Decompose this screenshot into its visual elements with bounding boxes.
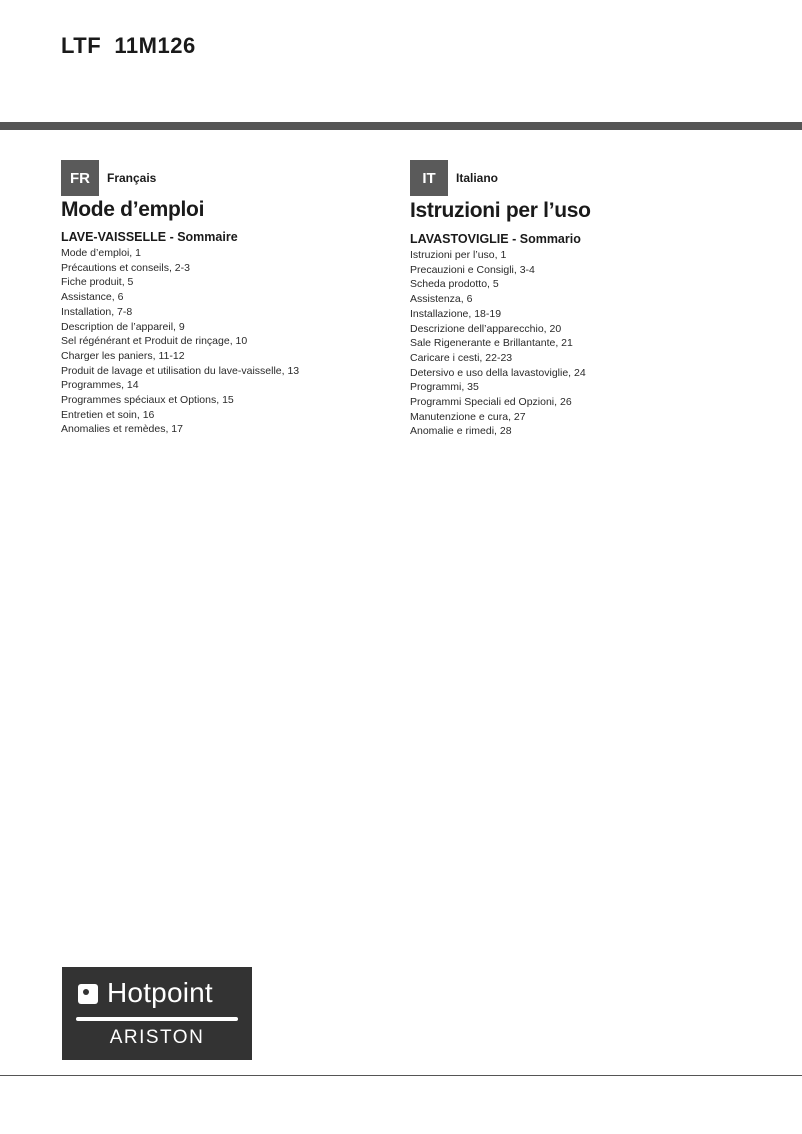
language-header-it xyxy=(410,160,750,196)
language-name-fr: Français xyxy=(107,171,157,185)
section-title-fr: Mode d’emploi xyxy=(61,198,205,221)
toc-item: Mode d’emploi, 1 xyxy=(61,247,141,259)
toc-item: Assistenza, 6 xyxy=(410,293,473,306)
toc-item: Fiche produit, 5 xyxy=(61,276,134,289)
toc-heading-fr: LAVE-VAISSELLE - Sommaire xyxy=(61,230,238,244)
logo-brand: Hotpoint xyxy=(107,977,213,1008)
toc-item: Produit de lavage et utilisation du lave-vaisselle, 13 xyxy=(61,364,300,377)
toc-item: Caricare i cesti, 22-23 xyxy=(410,351,513,364)
language-badge-it: IT xyxy=(410,160,448,196)
toc-item: Charger les paniers, 11-12 xyxy=(61,349,185,362)
toc-item: Assistance, 6 xyxy=(61,291,124,304)
bottom-divider xyxy=(0,1075,802,1076)
top-divider xyxy=(0,122,802,130)
hotpoint-logo-icon xyxy=(78,984,98,1004)
toc-item: Anomalie e rimedi, 28 xyxy=(410,425,512,438)
toc-list-fr xyxy=(61,246,401,437)
model-title: LTF 11M126 xyxy=(61,33,196,58)
hotpoint-ariston-logo xyxy=(62,967,252,1060)
toc-item: Sale Rigenerante e Brillantante, 21 xyxy=(410,337,573,350)
toc-item: Manutenzione e cura, 27 xyxy=(410,410,526,423)
toc-item: Programmes, 14 xyxy=(61,379,139,392)
toc-list-it xyxy=(410,248,750,439)
toc-item: Entretien et soin, 16 xyxy=(61,408,155,421)
section-fr xyxy=(61,160,401,437)
toc-item: Descrizione dell’apparecchio, 20 xyxy=(410,322,562,335)
toc-item: Scheda prodotto, 5 xyxy=(410,278,499,291)
toc-item: Detersivo e uso della lavastoviglie, 24 xyxy=(410,366,586,379)
language-badge-fr: FR xyxy=(61,160,99,196)
toc-item: Installation, 7-8 xyxy=(61,305,133,318)
toc-item: Programmi, 35 xyxy=(410,381,479,394)
toc-item: Programmi Speciali ed Opzioni, 26 xyxy=(410,396,572,409)
logo-divider xyxy=(76,1017,238,1021)
toc-item: Précautions et conseils, 2-3 xyxy=(61,261,190,274)
toc-item: Anomalies et remèdes, 17 xyxy=(61,423,183,436)
section-it xyxy=(410,160,750,439)
toc-item: Installazione, 18-19 xyxy=(410,307,502,320)
toc-item: Istruzioni per l’uso, 1 xyxy=(410,249,507,261)
toc-item: Description de l’appareil, 9 xyxy=(61,320,185,333)
toc-heading-it: LAVASTOVIGLIE - Sommario xyxy=(410,232,581,246)
language-name-it: Italiano xyxy=(456,171,499,185)
toc-item: Sel régénérant et Produit de rinçage, 10 xyxy=(61,335,248,348)
language-header-fr xyxy=(61,160,401,196)
logo-sub-brand: ARISTON xyxy=(109,1027,205,1048)
section-title-it: Istruzioni per l’uso xyxy=(410,199,591,222)
toc-item: Precauzioni e Consigli, 3-4 xyxy=(410,263,535,276)
toc-item: Programmes spéciaux et Options, 15 xyxy=(61,394,234,407)
